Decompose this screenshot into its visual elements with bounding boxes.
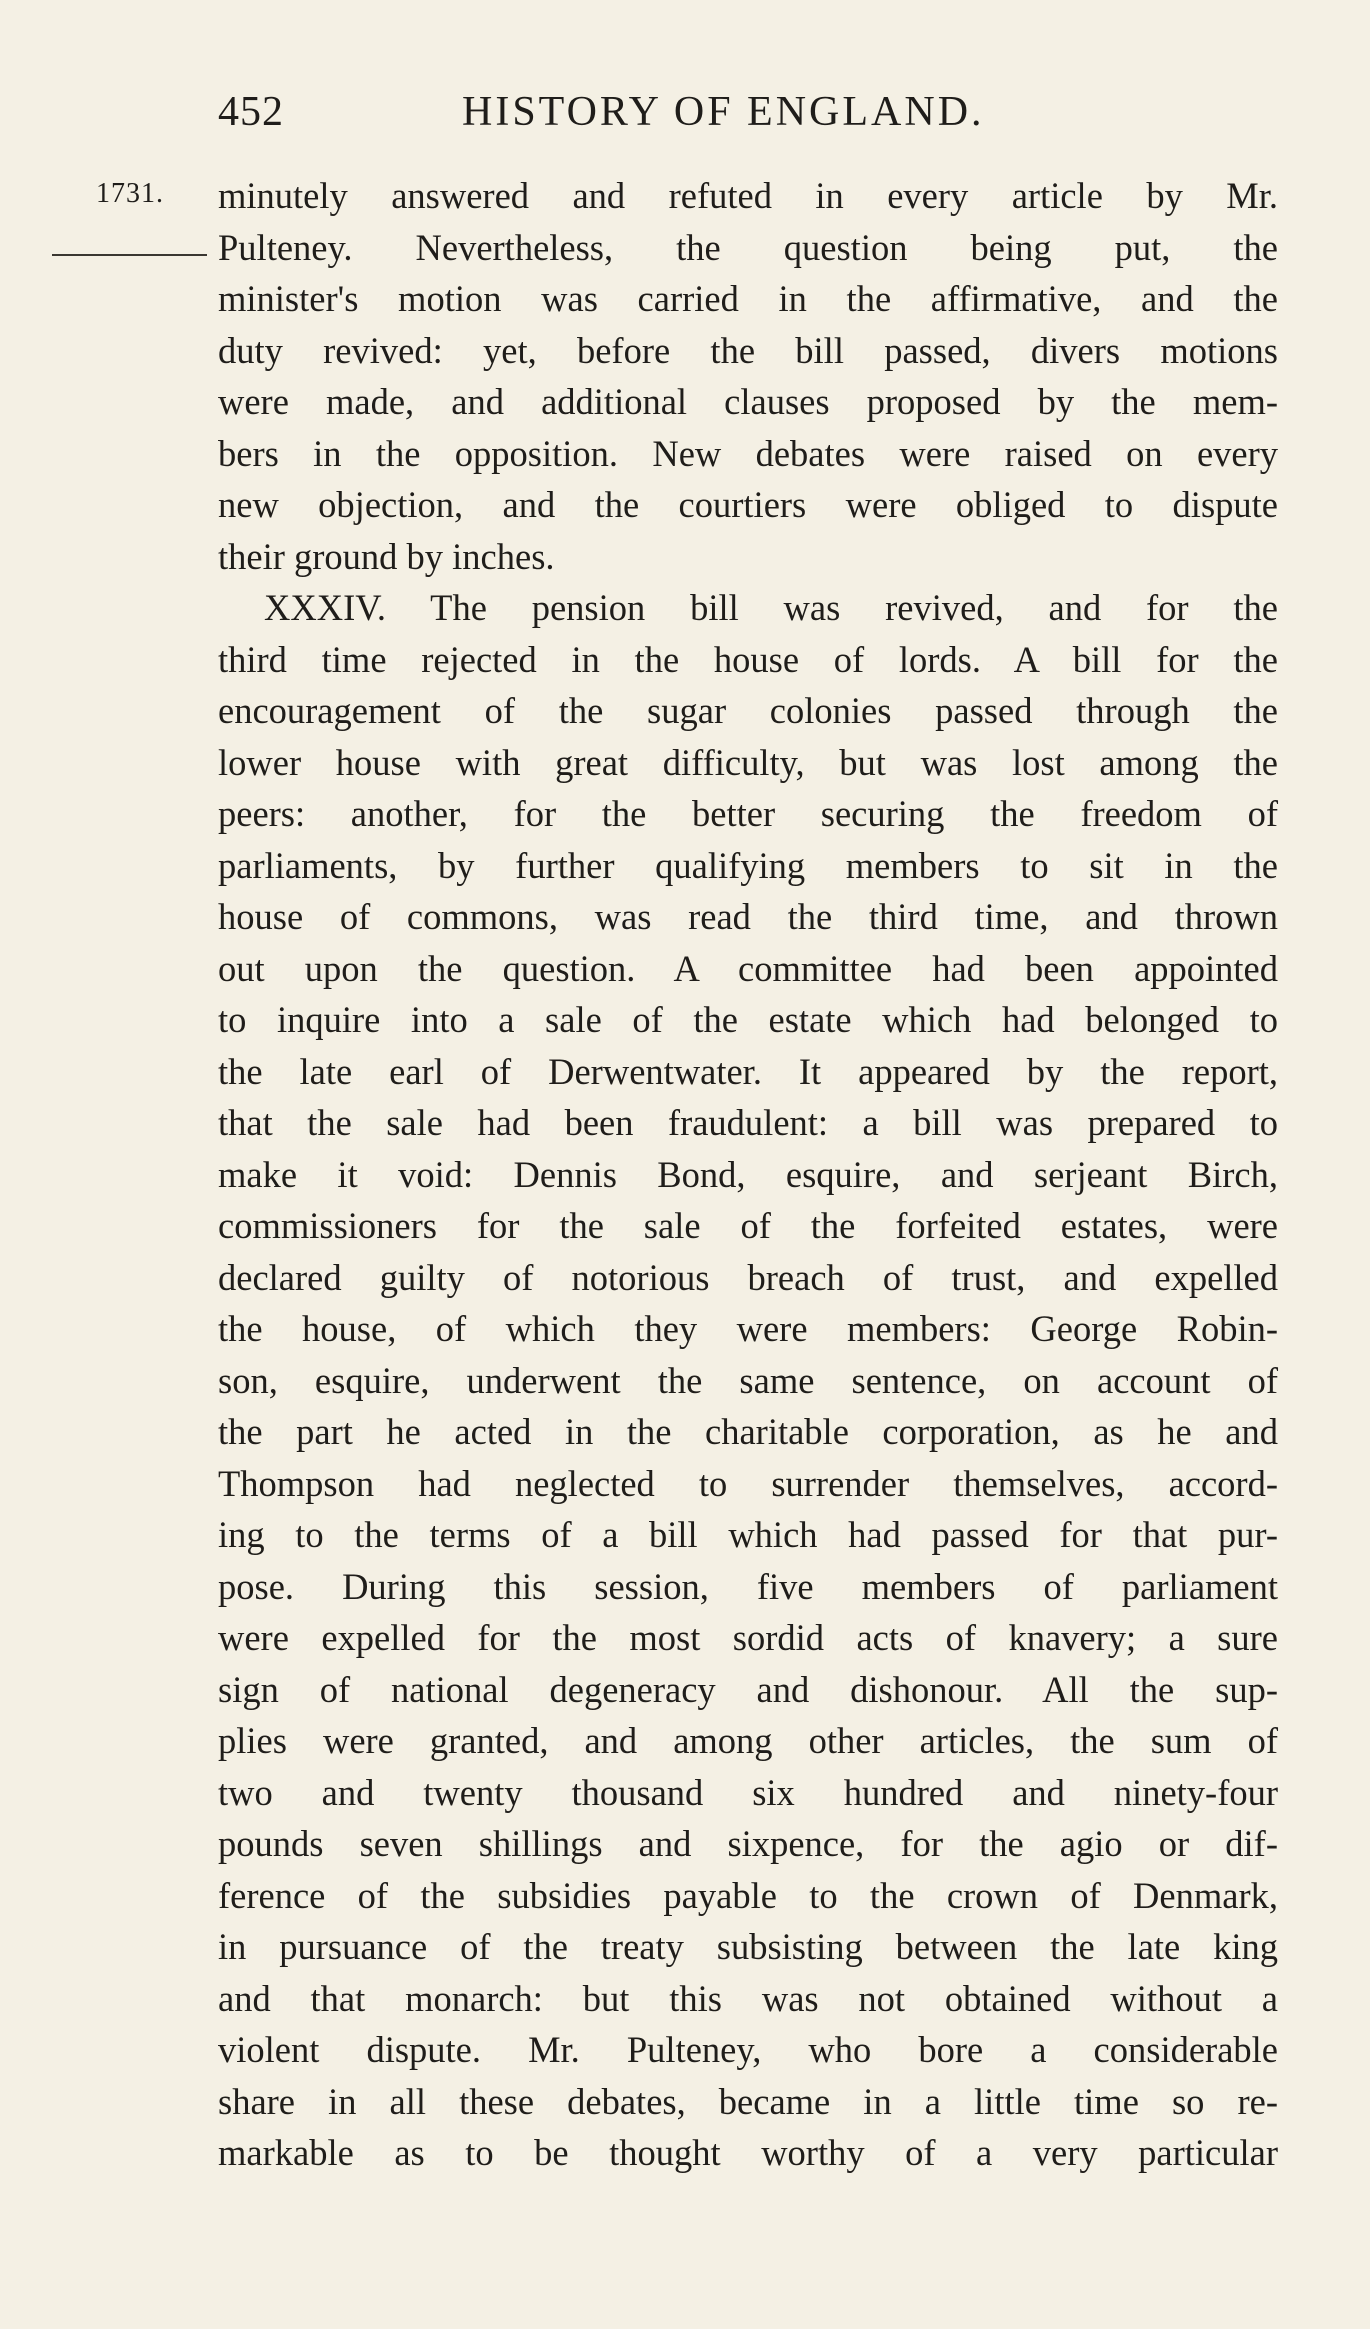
text-line: two and twenty thousand six hundred and ninety-four xyxy=(218,1771,1278,1813)
text-line: pose. During this session, five members of parliament xyxy=(218,1565,1278,1607)
text-line: and that monarch: but this was not obtained without a xyxy=(218,1977,1278,2019)
text-line: out upon the question. A committee had been appointed xyxy=(218,947,1278,989)
text-line: that the sale had been fraudulent: a bill was prepared to xyxy=(218,1102,1278,1143)
text-line: markable as to be thought worthy of a very particular xyxy=(218,2132,1278,2173)
text-line: minutely answered and refuted in every article by Mr. xyxy=(218,175,1278,216)
text-line: their ground by inches. xyxy=(218,535,555,577)
text-line: parliaments, by further qualifying members to sit in the xyxy=(218,844,1278,886)
text-line: bers in the opposition. New debates were raised on every xyxy=(218,432,1278,474)
text-line: to inquire into a sale of the estate which had belonged to xyxy=(218,999,1278,1040)
text-line: house of commons, was read the third time, and thrown xyxy=(218,896,1278,937)
text-line: make it void: Dennis Bond, esquire, and serjeant Birch, xyxy=(218,1153,1278,1195)
text-line: the house, of which they were members: George Robin- xyxy=(218,1308,1278,1349)
text-line: were made, and additional clauses proposed by the mem- xyxy=(218,381,1278,422)
text-line: declared guilty of notorious breach of trust, and expelled xyxy=(218,1256,1278,1298)
text-line: duty revived: yet, before the bill passed, divers motions xyxy=(218,329,1278,371)
text-line: violent dispute. Mr. Pulteney, who bore a considerable xyxy=(218,2029,1278,2070)
text-line: new objection, and the courtiers were obliged to dispute xyxy=(218,484,1278,525)
text-line: XXXIV. The pension bill was revived, and for the xyxy=(264,587,1278,628)
text-line: pounds seven shillings and sixpence, for the agio or dif- xyxy=(218,1823,1278,1864)
text-line: Thompson had neglected to surrender themselves, accord- xyxy=(218,1462,1278,1504)
body-text xyxy=(218,170,1278,2179)
margin-year: 1731. xyxy=(96,178,164,209)
page-number: 452 xyxy=(218,89,284,135)
text-line: in pursuance of the treaty subsisting between the late king xyxy=(218,1926,1278,1967)
text-line: peers: another, for the better securing the freedom of xyxy=(218,793,1278,834)
text-line: commissioners for the sale of the forfeited estates, were xyxy=(218,1205,1278,1246)
text-line: encouragement of the sugar colonies passed through the xyxy=(218,690,1278,731)
text-line: were expelled for the most sordid acts of knavery; a sure xyxy=(218,1617,1278,1658)
text-line: Pulteney. Nevertheless, the question being put, the xyxy=(218,226,1278,268)
text-line: ference of the subsidies payable to the crown of Denmark, xyxy=(218,1874,1278,1916)
text-line: son, esquire, underwent the same sentence, on account of xyxy=(218,1359,1278,1401)
text-line: ing to the terms of a bill which had passed for that pur- xyxy=(218,1514,1278,1555)
text-line: third time rejected in the house of lords. A bill for the xyxy=(218,638,1278,680)
margin-rule xyxy=(52,254,207,256)
text-line: minister's motion was carried in the affirmative, and the xyxy=(218,278,1278,319)
page-header xyxy=(218,88,1278,148)
text-line: the part he acted in the charitable corporation, as he and xyxy=(218,1411,1278,1452)
text-line: plies were granted, and among other articles, the sum of xyxy=(218,1720,1278,1761)
text-line: share in all these debates, became in a little time so re- xyxy=(218,2080,1278,2122)
text-line: lower house with great difficulty, but was lost among the xyxy=(218,741,1278,783)
running-head: HISTORY OF ENGLAND. xyxy=(462,89,985,135)
text-line: the late earl of Derwentwater. It appeared by the report, xyxy=(218,1050,1278,1092)
text-line: sign of national degeneracy and dishonour. All the sup- xyxy=(218,1668,1278,1710)
